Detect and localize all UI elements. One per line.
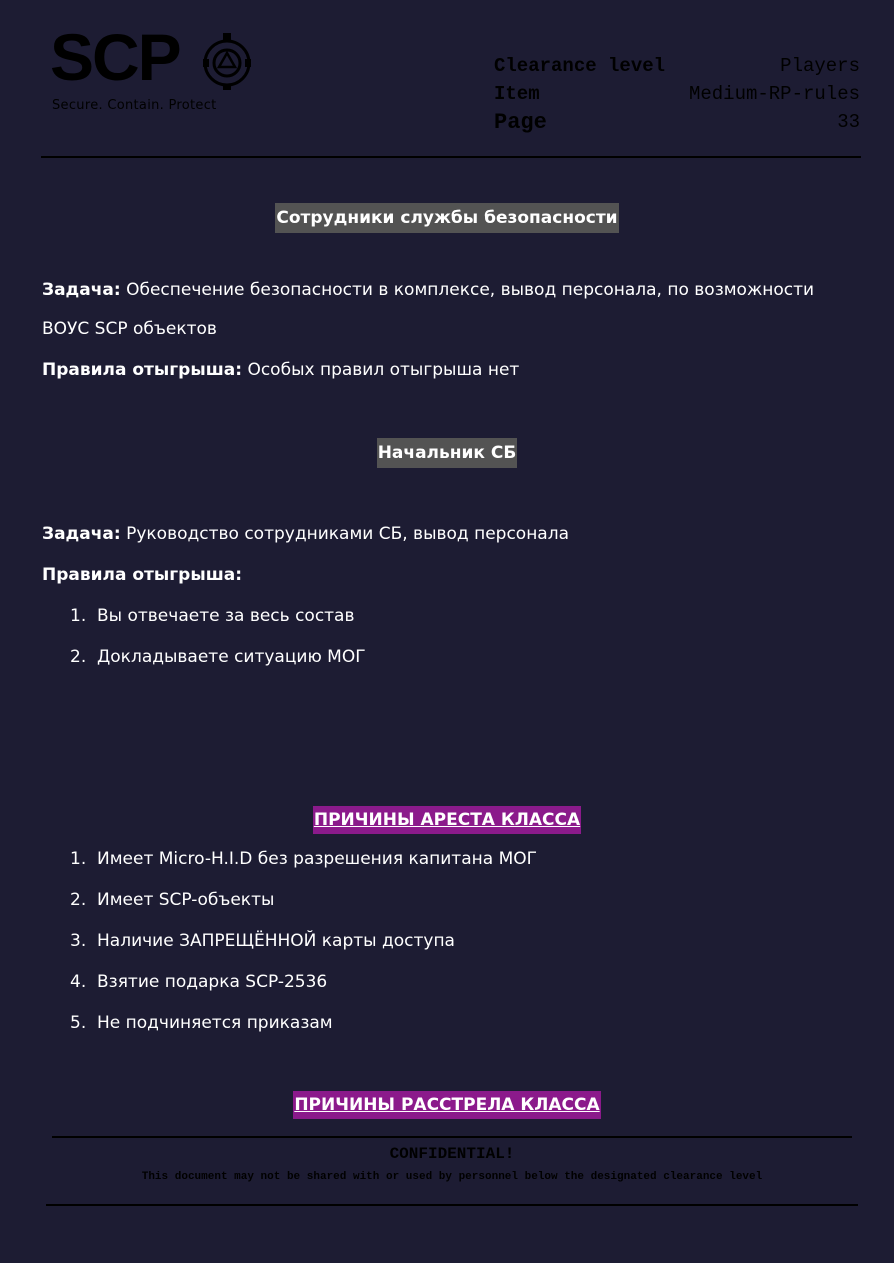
list-item-text: Не подчиняется приказам [97, 1013, 333, 1033]
security-task-line2: ВОУС SCP объектов [42, 319, 217, 339]
security-task [42, 278, 814, 302]
logo-tagline: Secure. Contain. Protect [52, 98, 217, 113]
chief-rules-label [42, 563, 242, 587]
arrest-reasons-list [70, 847, 537, 1052]
scp-logo [50, 20, 260, 122]
chief-rules-label-text: Правила отыгрыша: [42, 565, 243, 585]
list-item [70, 604, 366, 645]
list-item-text: Взятие подарка SCP-2536 [97, 972, 328, 992]
meta-page-value: 33 [837, 111, 860, 133]
list-item [70, 888, 537, 929]
footer-title: CONFIDENTIAL! [389, 1145, 515, 1163]
list-item-text: Докладываете ситуацию МОГ [97, 647, 366, 667]
execution-heading-wrap [0, 1091, 894, 1119]
meta-item-value: Medium-RP-rules [688, 83, 860, 105]
list-item-number: 1. [70, 849, 87, 869]
security-task-text: Обеспечение безопасности в комплексе, вывод персонала, по возможности [120, 280, 815, 300]
meta-page-label: Page [494, 109, 547, 135]
list-item [70, 970, 537, 1011]
security-rules-label: Правила отыгрыша: [42, 360, 243, 380]
list-item-number: 1. [70, 606, 87, 626]
meta-clearance-value: Players [780, 55, 860, 77]
document-meta [494, 52, 860, 136]
list-item [70, 847, 537, 888]
list-item-number: 2. [70, 647, 87, 667]
meta-item-label: Item [494, 83, 540, 105]
meta-clearance-label: Clearance level [494, 55, 666, 77]
meta-item-row [494, 80, 860, 108]
footer-bottom-divider [46, 1204, 858, 1206]
footer-text: This document may not be shared with or used by personnel below the designated clearance level [141, 1171, 763, 1183]
meta-clearance-row [494, 52, 860, 80]
list-item [70, 1011, 537, 1052]
security-heading-wrap [0, 203, 894, 233]
list-item-text: Наличие ЗАПРЕЩЁННОЙ карты доступа [97, 931, 455, 951]
list-item-number: 4. [70, 972, 87, 992]
execution-heading: ПРИЧИНЫ РАССТРЕЛА КЛАССА [293, 1091, 600, 1119]
list-item-text: Имеет SCP-объекты [97, 890, 275, 910]
security-task-label: Задача: [42, 280, 121, 300]
security-rules-text: Особых правил отыгрыша нет [242, 360, 520, 380]
list-item-text: Имеет Micro-H.I.D без разрешения капитана МОГ [97, 849, 537, 869]
chief-task-text: Руководство сотрудниками СБ, вывод персонала [120, 524, 570, 544]
security-rules [42, 358, 519, 382]
chief-task [42, 522, 569, 546]
chief-rules-list [70, 604, 366, 686]
arrest-heading-wrap [0, 806, 894, 834]
list-item-number: 3. [70, 931, 87, 951]
meta-page-row [494, 108, 860, 136]
list-item [70, 929, 537, 970]
list-item-text: Вы отвечаете за весь состав [97, 606, 355, 626]
security-heading: Сотрудники службы безопасности [275, 203, 618, 233]
header-divider [41, 156, 861, 158]
arrest-heading: ПРИЧИНЫ АРЕСТА КЛАССА [313, 806, 581, 834]
list-item-number: 2. [70, 890, 87, 910]
list-item [70, 645, 366, 686]
logo-wordmark: SCP [50, 20, 180, 94]
confidential-footer [52, 1137, 852, 1183]
chief-heading-wrap [0, 438, 894, 468]
chief-heading: Начальник СБ [377, 438, 518, 468]
scp-foundation-emblem-icon [202, 32, 252, 90]
chief-task-label: Задача: [42, 524, 121, 544]
list-item-number: 5. [70, 1013, 87, 1033]
